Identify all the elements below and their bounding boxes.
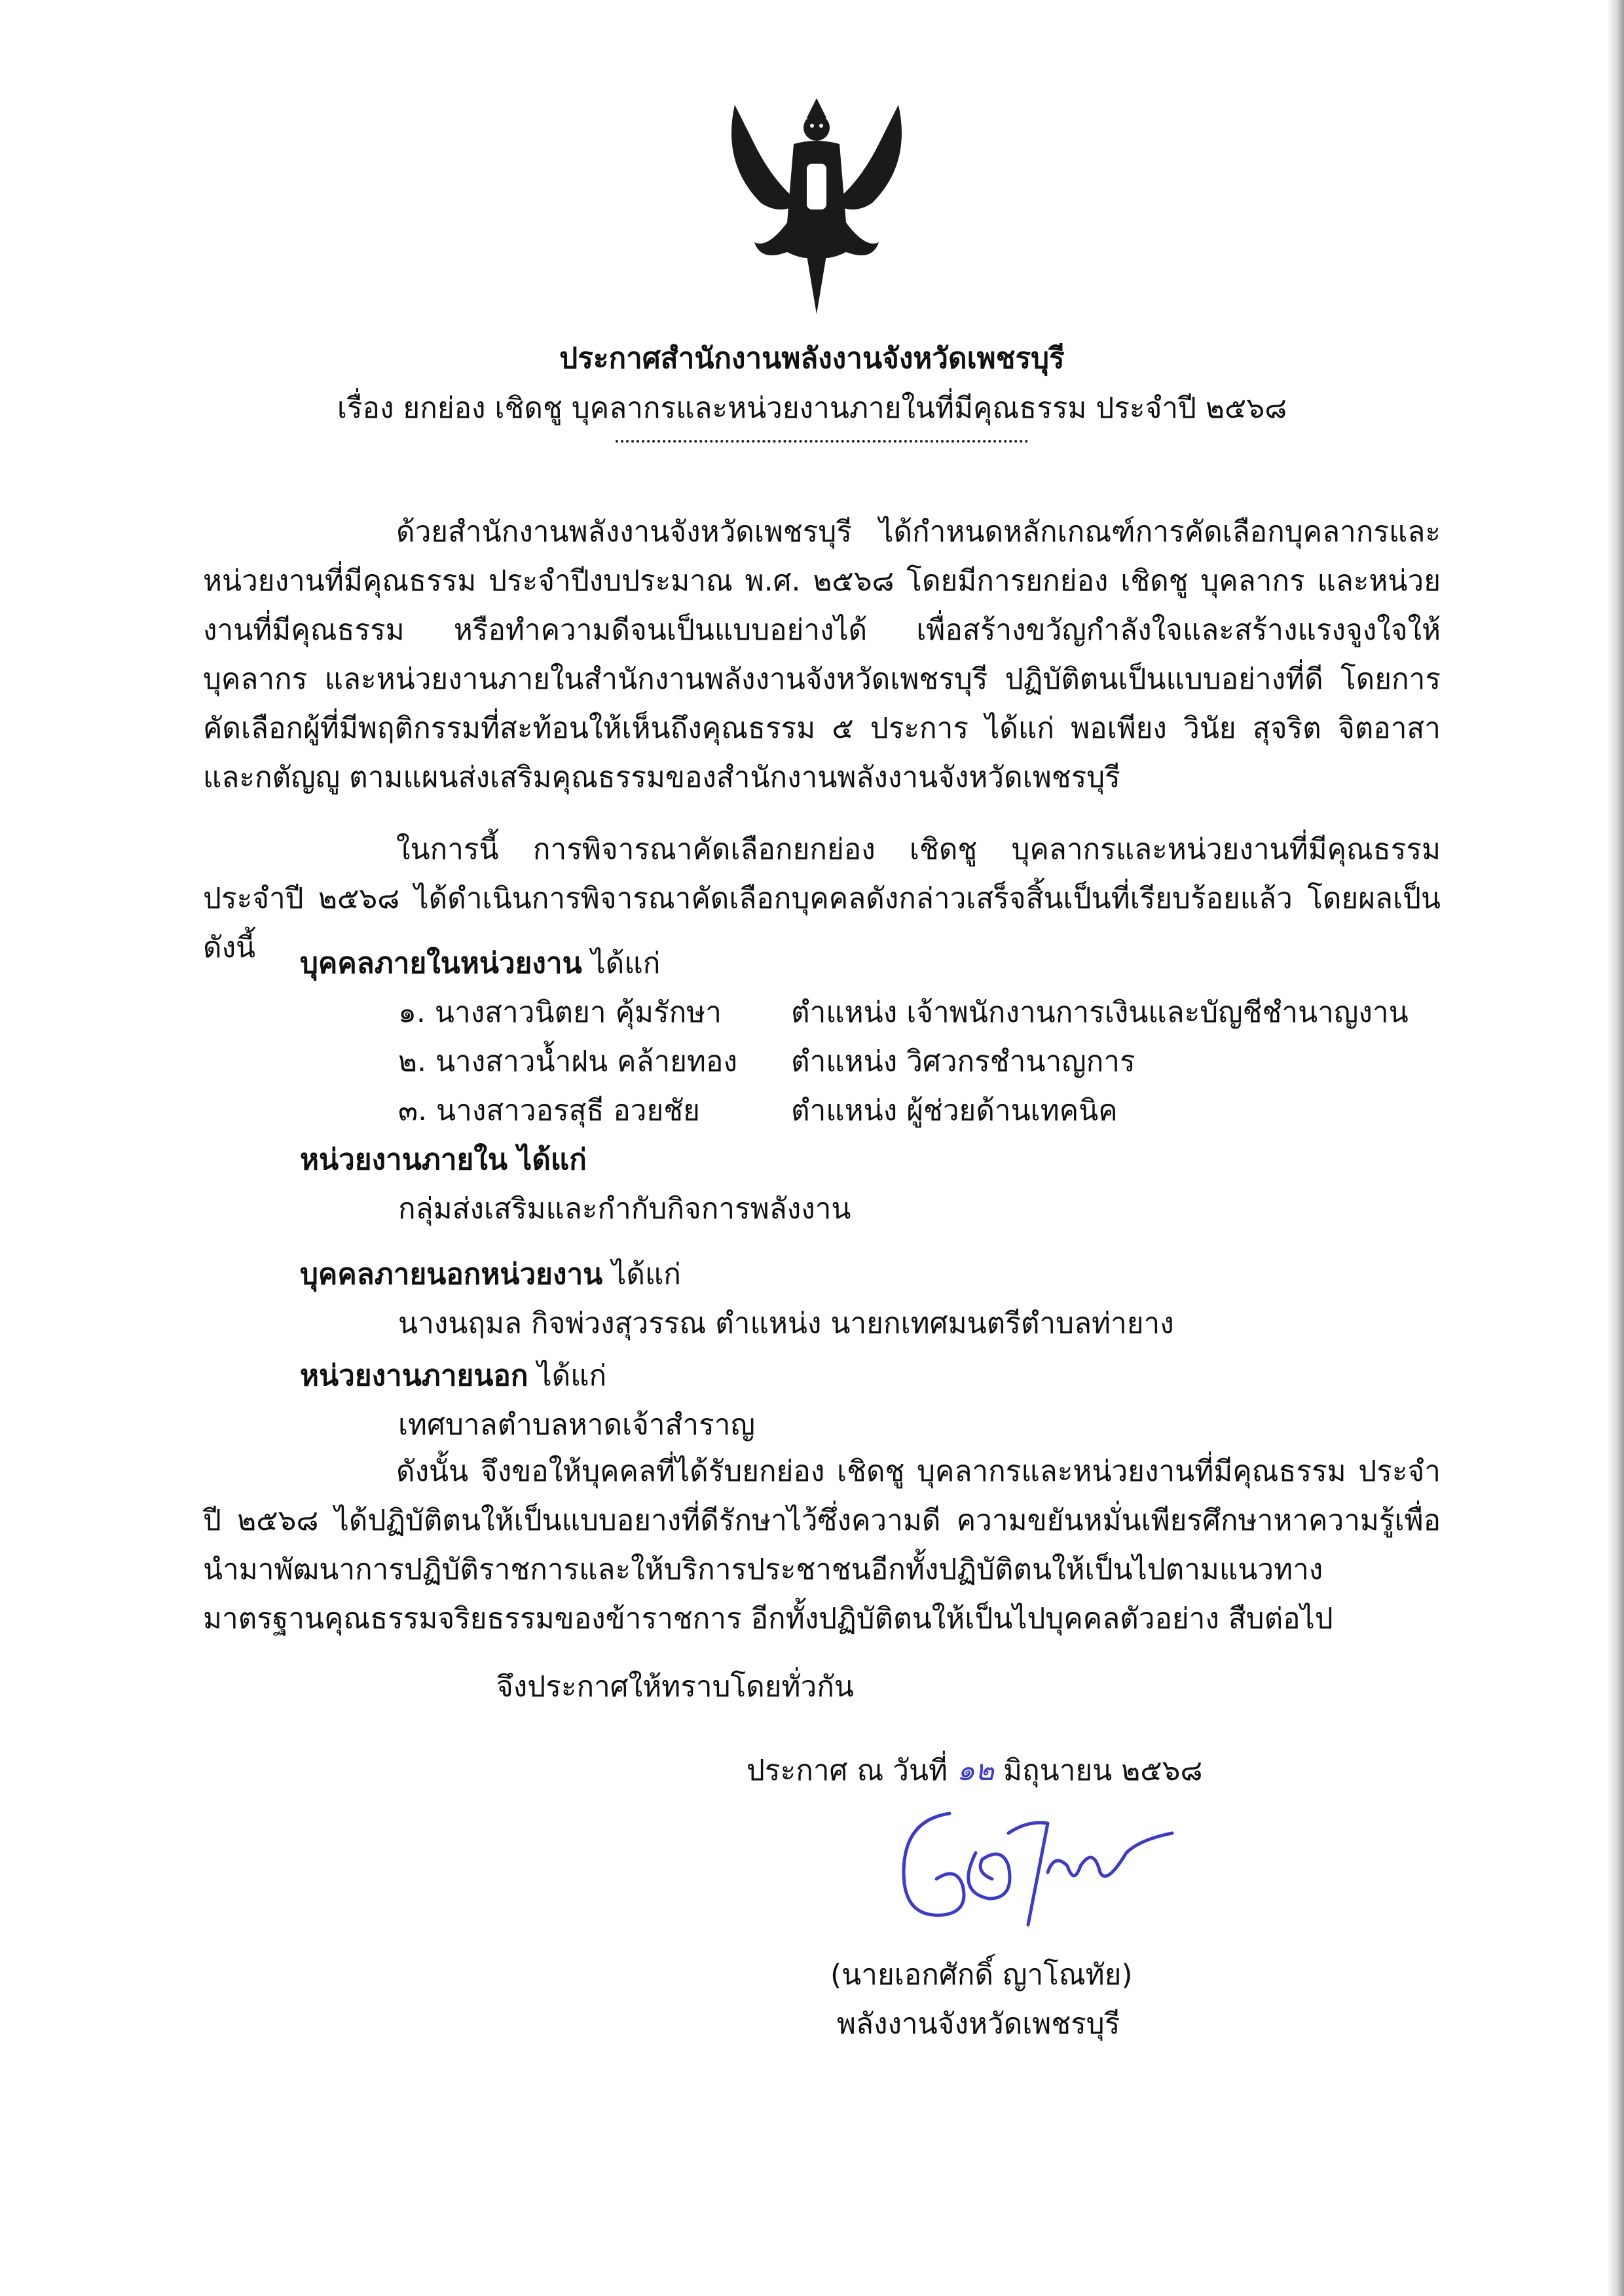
- person-2-position: ตำแหน่ง วิศวกรชำนาญการ: [791, 1045, 1135, 1078]
- date-day: ๑๒: [957, 1754, 994, 1787]
- announcement-date: [747, 1751, 1202, 1791]
- paragraph-intro-text: ด้วยสำนักงานพลังงานจังหวัดเพชรบุรี ได้กำหนดหลักเกณฑ์การคัดเลือกบุคลากรและหน่วยงานที่มีคุณธรรม ประจำปีงบประมาณ พ.ศ. ๒๕๖๘ โดยมีการยกย่อง เชิดชู บุคลากร และหน่วยงานที่มีคุณธรรม หรือทำความดีจนเป็นแบบอย่างได้ เพื่อสร้างขวัญกำลังใจและสร้างแรงจูงใจให้บุคลากร และหน่วยงานภายในสำนักงานพลังงานจังหวัดเพชรบุรี ปฏิบัติตนเป็นแบบอย่างที่ดี โดยการคัดเลือกผู้ที่มีพฤติกรรมที่สะท้อนให้เห็นถึงคุณธรรม ๕ ประการ ได้แก่ พอเพียง วินัย สุจริต จิตอาสา และกตัญญู ตามแผนส่งเสริมคุณธรรมของสำนักงานพลังงานจังหวัดเพชรบุรี: [203, 515, 1441, 794]
- paragraph-conclusion-text: ดังนั้น จึงขอให้บุคคลที่ได้รับยกย่อง เชิดชู บุคลากรและหน่วยงานที่มีคุณธรรม ประจำปี ๒๕๖๘ ได้ปฏิบัติตนให้เป็นแบบอยางที่ดีรักษาไว้ซึ่งความดี ความขยันหมั่นเพียรศึกษาหาความรู้เพื่อนำมาพัฒนาการปฏิบัติราชการและให้บริการประชาชนอีกทั้งปฏิบัติตนให้เป็นไปตามแนวทาง มาตรฐานคุณธรรมจริยธรรมของข้าราชการ อีกทั้งปฏิบัติตนให้เป็นไปบุคคลตัวอย่าง สืบต่อไป: [203, 1455, 1441, 1635]
- internal-persons-label: บุคคลภายในหน่วยงาน: [300, 947, 582, 980]
- external-unit-label: หน่วยงานภายนอก: [300, 1359, 528, 1393]
- signer-name: (นายเอกศักดิ์ ญาโณทัย): [830, 1958, 1133, 1992]
- internal-persons-heading: [300, 944, 660, 983]
- internal-unit: กลุ่มส่งเสริมและกำกับกิจการพลังงาน: [398, 1192, 851, 1226]
- announcement-title: ประกาศสำนักงานพลังงานจังหวัดเพชรบุรี: [559, 342, 1065, 375]
- announcement-subject: เรื่อง ยกย่อง เชิดชู บุคลากรและหน่วยงานภายในที่มีคุณธรรม ประจำปี ๒๕๖๘: [337, 392, 1287, 425]
- person-1-position: ตำแหน่ง เจ้าพนักงานการเงินและบัญชีชำนาญงาน: [791, 996, 1409, 1029]
- external-person-suffix: ได้แก่: [602, 1258, 681, 1291]
- handwritten-signature: [877, 1794, 1192, 1938]
- external-unit-suffix: ได้แก่: [528, 1359, 607, 1393]
- title-divider: [616, 440, 1028, 443]
- internal-unit-heading: หน่วยงานภายใน ได้แก่: [300, 1143, 587, 1176]
- person-3-name: ๓. นางสาวอรสุธี อวยชัย: [398, 1094, 700, 1127]
- external-unit: เทศบาลตำบลหาดเจ้าสำราญ: [398, 1408, 755, 1442]
- closing-statement: จึงประกาศให้ทราบโดยทั่วกัน: [496, 1670, 854, 1704]
- external-person-label: บุคคลภายนอกหน่วยงาน: [300, 1258, 603, 1291]
- paragraph-conclusion: [203, 1447, 1441, 1643]
- paragraph-result-text: ในการนี้ การพิจารณาคัดเลือกยกย่อง เชิดชู บุคลากรและหน่วยงานที่มีคุณธรรม ประจำปี ๒๕๖๘ ได้ดำเนินการพิจารณาคัดเลือกบุคคลดังกล่าวเสร็จสิ้นเป็นที่เรียบร้อยแล้ว โดยผลเป็นดังนี้: [203, 833, 1441, 964]
- person-2-name: ๒. นางสาวน้ำฝน คล้ายทอง: [398, 1045, 737, 1078]
- internal-persons-suffix: ได้แก่: [581, 947, 661, 980]
- paragraph-intro: [203, 507, 1441, 802]
- garuda-emblem-icon: [715, 92, 918, 321]
- external-person: นางนฤมล กิจพ่วงสุวรรณ ตำแหน่ง นายกเทศมนตรีตำบลท่ายาง: [398, 1307, 1174, 1340]
- external-person-heading: [300, 1255, 681, 1294]
- external-unit-heading: [300, 1357, 606, 1396]
- person-1-name: ๑. นางสาวนิตยา คุ้มรักษา: [398, 996, 722, 1029]
- date-prefix: ประกาศ ณ วันที่: [747, 1754, 957, 1787]
- date-suffix: มิถุนายน ๒๕๖๘: [993, 1754, 1203, 1787]
- person-3-position: ตำแหน่ง ผู้ช่วยด้านเทคนิค: [791, 1094, 1118, 1127]
- signer-title: พลังงานจังหวัดเพชรบุรี: [837, 2007, 1120, 2041]
